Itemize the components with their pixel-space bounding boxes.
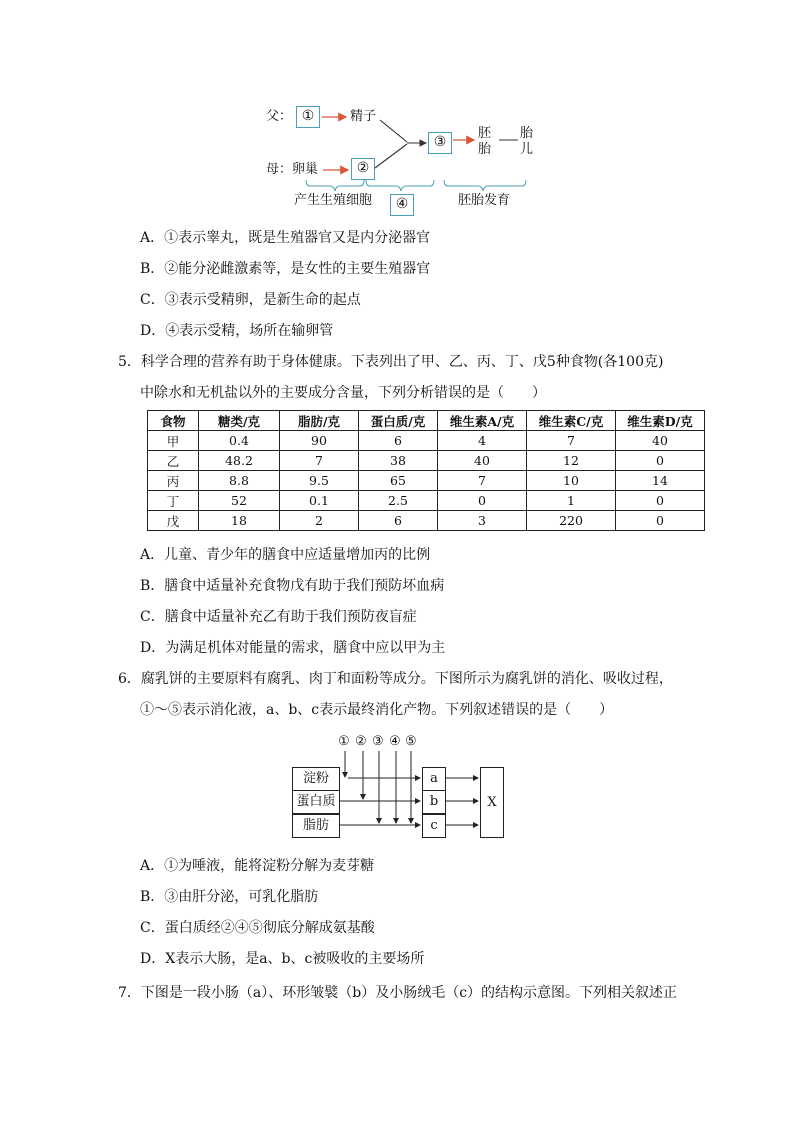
table-cell: 7	[280, 451, 359, 471]
table-cell: 1	[527, 491, 616, 511]
q4-option-d: D．④表示受精，场所在输卵管	[140, 323, 334, 339]
table-header-cell: 脂肪/克	[280, 411, 359, 431]
q6-stem-line1: 6．腐乳饼的主要原料有腐乳、肉丁和面粉等成分。下图所示为腐乳饼的消化、吸收过程，	[118, 671, 673, 687]
reproduction-diagram	[260, 100, 550, 220]
table-cell: 48.2	[199, 451, 280, 471]
q6-stem-line2: ①～⑤表示消化液，a、b、c表示最终消化产物。下列叙述错误的是（ ）	[140, 702, 614, 718]
table-cell: 0	[438, 491, 527, 511]
q5-option-b: B．膳食中适量补充食物戊有助于我们预防坏血病	[140, 578, 445, 594]
nutrient-fat: 脂肪	[292, 814, 340, 838]
food-nutrient-table	[147, 410, 705, 531]
table-header-cell: 维生素D/克	[616, 411, 705, 431]
table-cell: 0	[616, 451, 705, 471]
box-2: ②	[351, 158, 375, 180]
table-cell: 7	[438, 471, 527, 491]
table-cell: 3	[438, 511, 527, 531]
nutrient-starch: 淀粉	[292, 767, 340, 791]
q5-option-a: A．儿童、青少年的膳食中应适量增加丙的比例	[140, 547, 431, 563]
table-cell: 14	[616, 471, 705, 491]
table-row	[148, 511, 705, 531]
absorption-site-x: X	[480, 767, 504, 838]
table-header-cell: 食物	[148, 411, 199, 431]
sperm-label: 精子	[350, 109, 377, 124]
table-cell: 6	[359, 431, 438, 451]
ovary-label: 卵巢	[292, 162, 319, 177]
table-cell: 12	[527, 451, 616, 471]
juice-3: ③	[372, 734, 384, 749]
brace-left-label: 产生生殖细胞	[294, 193, 373, 208]
q4-option-c: C．③表示受精卵，是新生命的起点	[140, 292, 361, 308]
juice-4: ④	[389, 734, 401, 749]
table-row	[148, 471, 705, 491]
table-row	[148, 491, 705, 511]
juice-1: ①	[338, 734, 350, 749]
q4-option-a: A．①表示睾丸，既是生殖器官又是内分泌器官	[140, 230, 431, 246]
table-cell: 0.4	[199, 431, 280, 451]
table-cell: 40	[616, 431, 705, 451]
box-3: ③	[428, 132, 452, 154]
brace-embryo-development	[444, 180, 526, 191]
box-4: ④	[390, 194, 414, 216]
table-cell: 9.5	[280, 471, 359, 491]
table-cell: 90	[280, 431, 359, 451]
table-cell: 7	[527, 431, 616, 451]
q7-stem-line1: 7．下图是一段小肠（a）、环形皱襞（b）及小肠绒毛（c）的结构示意图。下列相关叙述正	[118, 985, 678, 1001]
table-cell: 40	[438, 451, 527, 471]
q4-option-b: B．②能分泌雌激素等，是女性的主要生殖器官	[140, 261, 431, 277]
table-cell: 戊	[148, 511, 199, 531]
product-c: c	[422, 814, 446, 838]
table-cell: 0	[616, 491, 705, 511]
juice-2: ②	[355, 734, 367, 749]
table-cell: 2.5	[359, 491, 438, 511]
table-cell: 2	[280, 511, 359, 531]
fetus-char-1: 胎	[520, 126, 534, 141]
digestion-diagram	[290, 735, 505, 840]
table-cell: 乙	[148, 451, 199, 471]
embryo-char-2: 胎	[478, 142, 492, 157]
table-header-row	[148, 411, 705, 431]
table-header-cell: 维生素A/克	[438, 411, 527, 431]
q6-option-d: D．X表示大肠，是a、b、c被吸收的主要场所	[140, 951, 425, 967]
q6-option-a: A．①为唾液，能将淀粉分解为麦芽糖	[140, 858, 375, 874]
juice-5: ⑤	[405, 734, 417, 749]
table-row	[148, 451, 705, 471]
table-cell: 18	[199, 511, 280, 531]
q5-stem-line1: 5．科学合理的营养有助于身体健康。下表列出了甲、乙、丙、丁、戊5种食物(各100克)	[118, 354, 664, 370]
brace-right-label: 胚胎发育	[458, 193, 511, 208]
table-cell: 甲	[148, 431, 199, 451]
q6-option-b: B．③由肝分泌，可乳化脂肪	[140, 889, 319, 905]
table-cell: 丁	[148, 491, 199, 511]
father-label: 父：	[266, 109, 293, 124]
table-cell: 6	[359, 511, 438, 531]
product-b: b	[422, 790, 446, 814]
q5-option-c: C．膳食中适量补充乙有助于我们预防夜盲症	[140, 609, 417, 625]
table-cell: 65	[359, 471, 438, 491]
table-header-cell: 蛋白质/克	[359, 411, 438, 431]
embryo-char-1: 胚	[478, 126, 492, 141]
nutrient-protein: 蛋白质	[292, 790, 340, 814]
table-cell: 220	[527, 511, 616, 531]
table-cell: 52	[199, 491, 280, 511]
brace-fertilization	[366, 180, 434, 191]
table-cell: 38	[359, 451, 438, 471]
table-header-cell: 维生素C/克	[527, 411, 616, 431]
table-cell: 4	[438, 431, 527, 451]
product-a: a	[422, 767, 446, 791]
fetus-char-2: 儿	[520, 142, 534, 157]
box-1: ①	[296, 106, 320, 128]
table-cell: 0.1	[280, 491, 359, 511]
table-cell: 8.8	[199, 471, 280, 491]
merge-lines	[375, 120, 407, 168]
table-cell: 丙	[148, 471, 199, 491]
table-header-cell: 糖类/克	[199, 411, 280, 431]
mother-label: 母：	[266, 162, 293, 177]
q5-stem-line2: 中除水和无机盐以外的主要成分含量，下列分析错误的是（ ）	[140, 385, 546, 401]
q5-option-d: D．为满足机体对能量的需求，膳食中应以甲为主	[140, 640, 446, 656]
table-row	[148, 431, 705, 451]
table-cell: 0	[616, 511, 705, 531]
table-cell: 10	[527, 471, 616, 491]
brace-produce-cells	[306, 180, 364, 191]
q6-option-c: C．蛋白质经②④⑤彻底分解成氨基酸	[140, 920, 375, 936]
